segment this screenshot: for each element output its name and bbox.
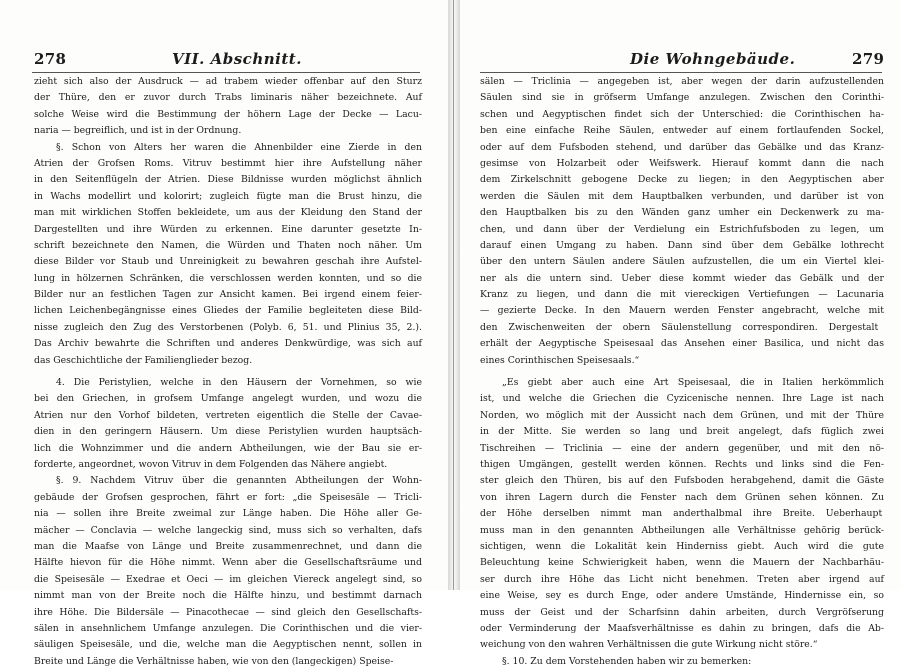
text-line: gesimse von Holzarbeit oder Weifswerk. Hierauf kommt dann die nach: [480, 157, 884, 169]
text-line: schrift bezeichnete den Namen, die Würden und Thaten noch näher. Um: [34, 239, 422, 251]
text-line: zieht sich also der Ausdruck — ad trabem wieder offenbar auf den Sturz: [34, 76, 422, 87]
text-line: erhält der Aegyptische Speisesaal das Ansehen einer Basilica, und nicht das: [480, 338, 884, 350]
text-line: Atrien nur den Vorhof bildeten, vertreten eigentlich die Stelle der Cavae-: [34, 409, 422, 421]
text-line: weichung von den wahren Verhältnissen die gute Wirkung nicht störe.“: [480, 639, 818, 651]
text-line: die Speisesäle — Exedrae et Oeci — im gleichen Viereck angelegt sind, so: [34, 573, 422, 585]
text-line: Dargestellten und ihre Würden zu erkennen. Eine darunter gesetzte In-: [34, 223, 422, 235]
text-line: den Zwischenweiten der obern Säulenstellung correspondiren. Dergestalt: [480, 321, 879, 333]
text-line: forderte, angeordnet, wovon Vitruv in dem Folgenden das Nähere angiebt.: [34, 458, 388, 470]
text-line: schen und Aegyptischen findet sich der Unterschied: die Corinthischen ha-: [480, 108, 884, 120]
text-line: Atrien der Grofsen Roms. Vitruv bestimmt hier ihre Aufstellung näher: [34, 157, 422, 169]
text-line: lung in hölzernen Schränken, die verschlossen werden konnten, und so die: [34, 272, 422, 284]
text-line: mächer — Conclavia — welche langeckig sind, muss sich so verhalten, dafs: [34, 524, 422, 536]
text-line: Norden, wo möglich mit der Aussicht nach dem Grünen, und mit der Thüre: [480, 409, 884, 421]
text-line: Tischreihen — Triclinia — eine der andern gegenüber, und mit den nö-: [480, 442, 884, 454]
text-line: dien in den geringern Häusern. Um diese Peristylien wurden hauptsäch-: [34, 426, 422, 438]
text-line: ist, und welche die Griechen die Cyzicenische nennen. Ihre Lage ist nach: [480, 393, 884, 405]
right-running-head: Die Wohngebäude.: [630, 50, 796, 68]
text-line: — gezierte Decke. In den Mauern werden Fenster angebracht, welche mit: [480, 305, 884, 317]
left-text-block: [34, 74, 422, 670]
text-line: dem Zirkelschnitt gebogene Decke zu liegen; in den Aegyptischen aber: [480, 174, 884, 186]
text-line: Bilder nur an festlichen Tagen zur Ansicht kamen. Bei irgend einem feier-: [34, 289, 422, 301]
text-line: §. 10. Zu dem Vorstehenden haben wir zu bemerken:: [502, 655, 752, 667]
left-header-rule: [32, 72, 420, 73]
text-line: sälen in ansehnlichem Umfange anzulegen. Die Corinthischen und die vier-: [34, 622, 422, 634]
text-line: sichtigen, wenn die Lokalität kein Hinderniss giebt. Auch wird die gute: [480, 540, 884, 552]
text-line: Das Archiv bewahrte die Schriften und anderes Denkwürdige, was sich auf: [34, 338, 422, 350]
text-line: naria — begreiflich, und ist in der Ordnung.: [34, 125, 242, 137]
text-line: in Wachs modellirt und kolorirt; zugleich fügte man die Brust hinzu, die: [34, 190, 422, 202]
text-line: über den untern Säulen andere Säulen aufzustellen, die um ein Viertel klei-: [480, 256, 884, 268]
text-line: thigen Umgängen, gestellt werden können. Rechts und links sind die Fen-: [480, 458, 884, 470]
text-line: Breite und Länge die Verhältnisse haben, wie von den (langeckigen) Speise-: [34, 655, 394, 667]
text-line: muss der Geist und der Scharfsinn dahin arbeiten, durch Vergröfserung: [480, 606, 884, 618]
text-line: §. Schon von Alters her waren die Ahnenbilder eine Zierde in den: [56, 141, 422, 153]
text-line: von ihren Lagern durch die Fenster nach dem Grünen sehen können. Zu: [480, 491, 884, 503]
right-header-rule: [480, 72, 882, 73]
text-line: chen, und dann über der Verdielung ein Estrichfufsboden zu legen, um: [480, 223, 884, 235]
text-line: Beleuchtung keine Schwierigkeit haben, wenn die Mauern der Nachbarhäu-: [480, 557, 884, 569]
left-running-head: VII. Abschnitt.: [172, 50, 302, 68]
text-line: man mit wirklichen Stoffen bekleidete, um aus der Kleidung den Stand der: [34, 207, 422, 219]
text-line: §. 9. Nachdem Vitruv über die genannten Abtheilungen der Wohn-: [56, 475, 422, 487]
text-line: ben eine einfache Reihe Säulen, entweder auf einem fortlaufenden Sockel,: [480, 125, 884, 137]
text-line: solche Weise wird die Bestimmung der höhern Lage der Decke — Lacu-: [34, 108, 422, 120]
text-line: gebäude der Grofsen gesprochen, fährt er fort: „die Speisesäle — Tricli-: [34, 491, 422, 503]
text-line: „Es giebt aber auch eine Art Speisesaal, die in Italien herkömmlich: [502, 377, 884, 389]
text-line: man die Maafse von Länge und Breite zusammenrechnet, und dann die: [34, 540, 422, 552]
text-line: Hälfte hievon für die Höhe nimmt. Wenn aber die Gesellschaftsräume und: [34, 557, 422, 569]
text-line: Kranz zu liegen, und dann die mit viereckigen Vertiefungen — Lacunaria: [480, 289, 884, 301]
text-line: muss man in den genannten Abtheilungen alle Verhältnisse gehörig berück-: [480, 524, 884, 536]
right-page: [460, 0, 900, 667]
text-line: in der Mitte. Sie werden so lang und breit angelegt, dafs füglich zwei: [480, 426, 884, 438]
text-line: werden die Säulen mit dem Hauptbalken verbunden, und darüber ist von: [480, 190, 884, 202]
left-page-number: 278: [34, 50, 67, 68]
text-line: ner als die untern sind. Ueber diese kommt wieder das Gebälk und der: [480, 272, 884, 284]
text-line: ster gleich den Thüren, bis auf den Fufsboden herabgehend, damit die Gäste: [480, 475, 884, 487]
text-line: ihre Höhe. Die Bildersäle — Pinacothecae — sind gleich den Gesellschafts-: [34, 606, 422, 618]
text-line: eines Corinthischen Speisesaals.“: [480, 354, 640, 366]
spine-shadow: [453, 0, 454, 590]
book-gutter: [448, 0, 460, 590]
text-line: oder auf dem Fufsboden stehend, und darüber das Gebälke und das Kranz-: [480, 141, 884, 153]
right-page-number: 279: [852, 50, 885, 68]
left-page: [0, 0, 448, 667]
text-line: sälen — Triclinia — angegeben ist, aber wegen der darin aufzustellenden: [480, 76, 884, 87]
text-line: oder Verminderung der Maafsverhältnisse es dahin zu bringen, dafs die Ab-: [480, 622, 884, 634]
right-text-block: [480, 74, 884, 670]
text-line: Säulen sind sie in gröfserm Umfange anzulegen. Zwischen den Corinthi-: [480, 92, 884, 104]
text-line: lich die Wohnzimmer und die andern Abtheilungen, wie der Bau sie er-: [34, 442, 422, 454]
text-line: der Thüre, den er zuvor durch Trabs liminaris näher bezeichnete. Auf: [34, 92, 422, 104]
text-line: bei den Griechen, in grofsem Umfange angelegt wurden, und wozu die: [34, 393, 422, 405]
text-line: in den Seitenflügeln der Atrien. Diese Bildnisse wurden möglichst ähnlich: [34, 174, 422, 186]
text-line: nia — sollen ihre Breite zweimal zur Länge haben. Die Höhe aller Ge-: [34, 508, 422, 520]
text-line: darauf einen Umgang zu haben. Dann sind über dem Gebälke lothrecht: [480, 239, 884, 251]
text-line: lichen Leichenbegängnisse eines Gliedes der Familie begleiteten diese Bild-: [34, 305, 422, 317]
text-line: eine Weise, sey es durch Enge, oder andere Umstände, Hindernisse ein, so: [480, 590, 884, 602]
text-line: der Höhe derselben nimmt man anderthalbmal ihre Breite. Ueberhaupt: [480, 508, 883, 520]
text-line: nimmt man von der Breite noch die Hälfte hinzu, und bestimmt darnach: [34, 590, 422, 602]
text-line: säuligen Speisesäle, und die, welche man die Aegyptischen nennt, sollen in: [34, 639, 422, 651]
text-line: nisse zugleich den Zug des Verstorbenen (Polyb. 6, 51. und Plinius 35, 2.).: [34, 321, 422, 333]
text-line: 4. Die Peristylien, welche in den Häusern der Vornehmen, so wie: [56, 377, 422, 389]
text-line: diese Bilder vor Staub und Unreinigkeit zu bewahren geschah ihre Aufstel-: [34, 256, 422, 268]
text-line: ser durch ihre Höhe das Licht nicht benehmen. Treten aber irgend auf: [480, 573, 884, 585]
text-line: das Geschichtliche der Familienglieder bezog.: [34, 354, 253, 366]
text-line: den Hauptbalken bis zu den Wänden ganz umher ein Deckenwerk zu ma-: [480, 207, 884, 219]
